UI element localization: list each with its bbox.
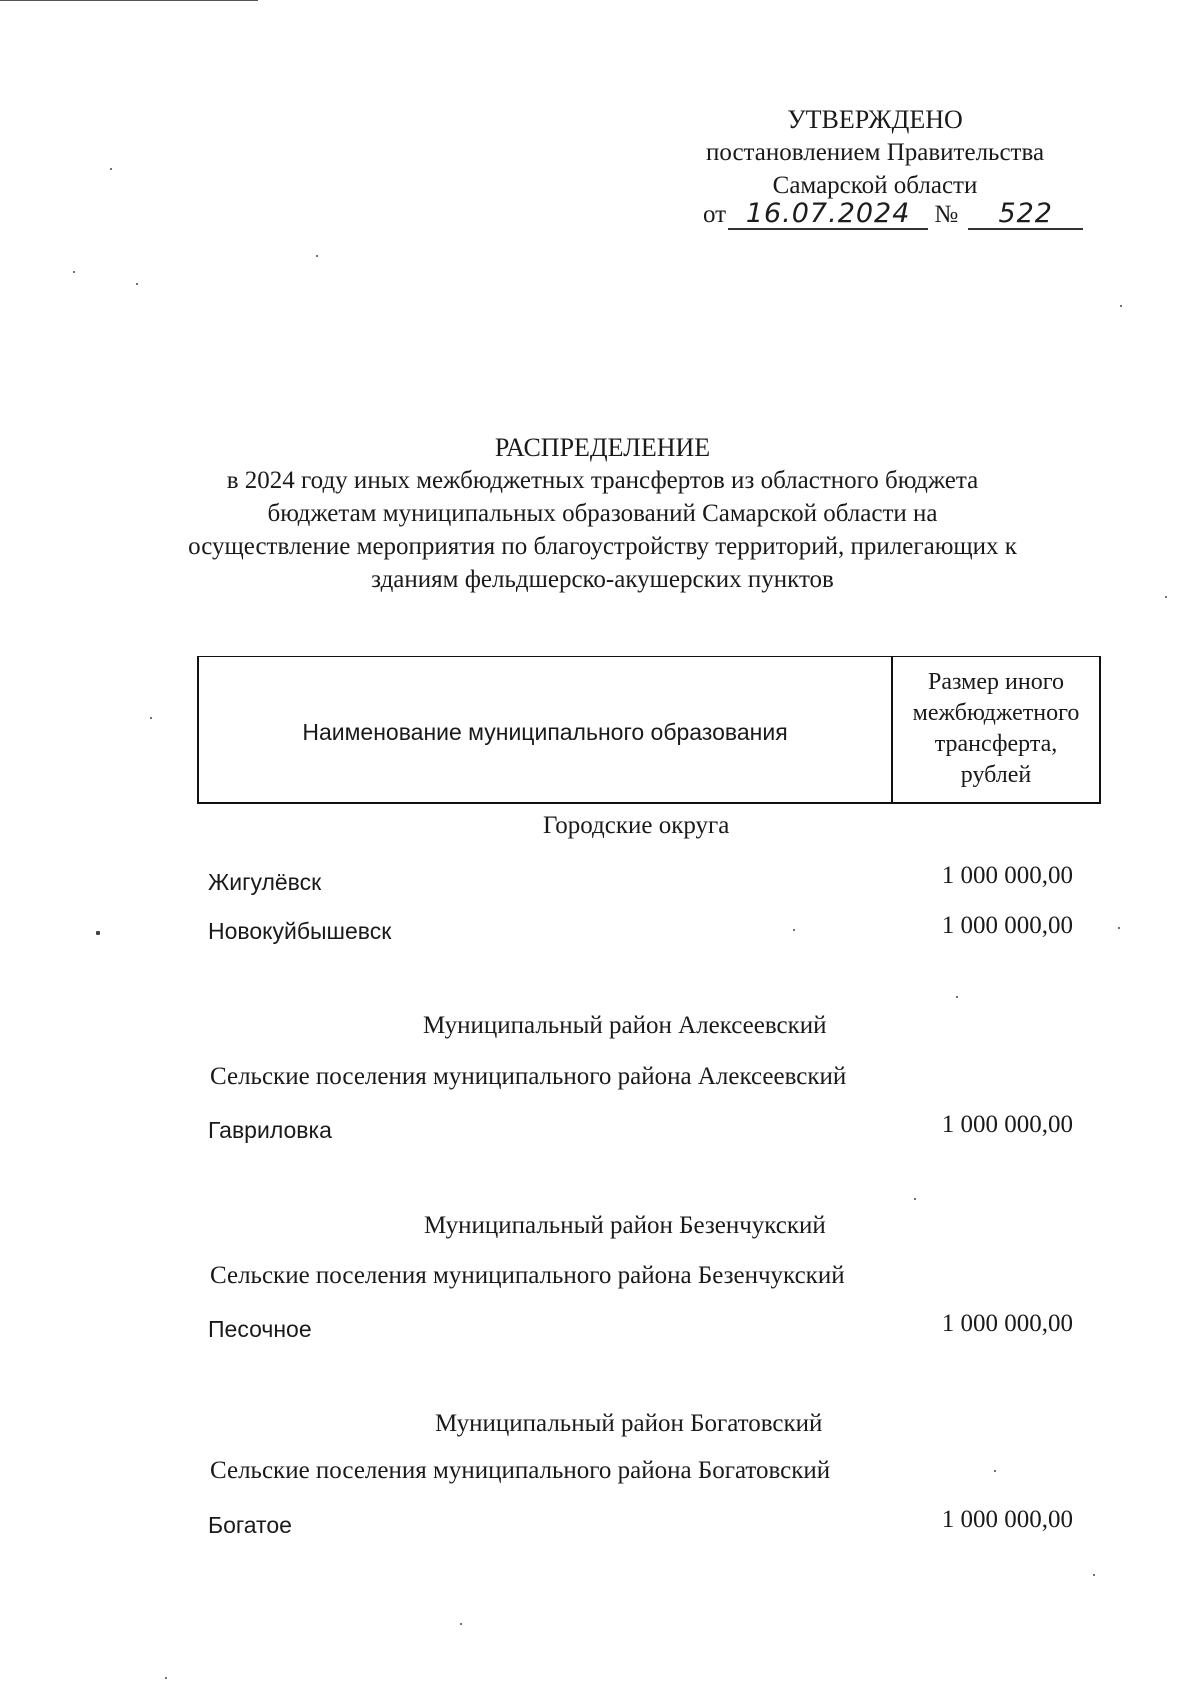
handwritten-date: 16.07.2024 [728,200,928,230]
approval-line-1: постановлением Правительства [705,139,1045,166]
approval-line-2: Самарской области [772,172,978,199]
scan-speck [165,1677,167,1679]
column-header-amount-line-2: межбюджетного [912,700,1080,726]
scan-speck [1118,927,1120,929]
document-title-block [140,431,1065,596]
column-header-amount [893,657,1099,802]
row-name: Песочное [208,1316,312,1342]
approval-status: УТВЕРЖДЕНО [787,105,963,134]
section-title: Муниципальный район Богатовский [435,1410,823,1437]
document-title: РАСПРЕДЕЛЕНИЕ [494,433,711,462]
section-title: Муниципальный район Безенчукский [424,1212,826,1239]
column-header-amount-line-3: трансферта, [934,731,1058,757]
table-header [197,656,1101,804]
title-line-2: бюджетам муниципальных образований Самарской области на [267,500,938,527]
scan-speck [73,271,75,273]
row-name: Гавриловка [208,1117,332,1143]
scan-speck [110,168,112,170]
scan-speck [150,717,152,719]
section-title: Городские округа [543,812,730,839]
scan-speck [1165,596,1167,598]
title-line-1: в 2024 году иных межбюджетных трансфертов из областного бюджета [226,467,979,494]
title-line-3: осуществление мероприятия по благоустройству территорий, прилегающих к [188,533,1017,560]
scan-speck [793,929,795,931]
approval-block [650,103,1100,202]
scan-speck [1120,305,1122,307]
row-amount: 1 000 000,00 [941,912,1073,939]
scan-speck [96,931,100,935]
row-amount: 1 000 000,00 [941,1506,1073,1533]
scan-speck [316,255,318,257]
scan-speck [1093,1574,1095,1576]
scan-speck [956,996,958,998]
scan-speck [460,1623,462,1625]
scan-speck [994,1470,996,1472]
number-label: № [934,201,959,228]
scan-speck [914,1198,916,1200]
subgroup-title: Сельские поселения муниципального района Богатовский [210,1457,831,1484]
row-amount: 1 000 000,00 [941,1111,1073,1138]
handwritten-number: 522 [968,200,1083,230]
section-title: Муниципальный район Алексеевский [423,1012,827,1039]
row-name: Новокуйбышевск [208,918,392,944]
subgroup-title: Сельские поселения муниципального района Алексеевский [210,1063,847,1090]
subgroup-title: Сельские поселения муниципального района Безенчукский [210,1262,845,1289]
column-header-name: Наименование муниципального образования [199,657,893,802]
approval-date-line [703,200,1083,230]
title-line-4: зданиям фельдшерско-акушерских пунктов [371,566,834,593]
column-header-amount-line-4: рублей [960,762,1032,788]
row-name: Богатое [208,1512,292,1538]
row-name: Жигулёвск [208,869,322,895]
scan-edge-line [0,0,258,1]
date-prefix: от [703,201,727,228]
row-amount: 1 000 000,00 [941,862,1073,889]
column-header-amount-line-1: Размер иного [928,669,1064,695]
scan-speck [136,283,138,285]
row-amount: 1 000 000,00 [941,1310,1073,1337]
